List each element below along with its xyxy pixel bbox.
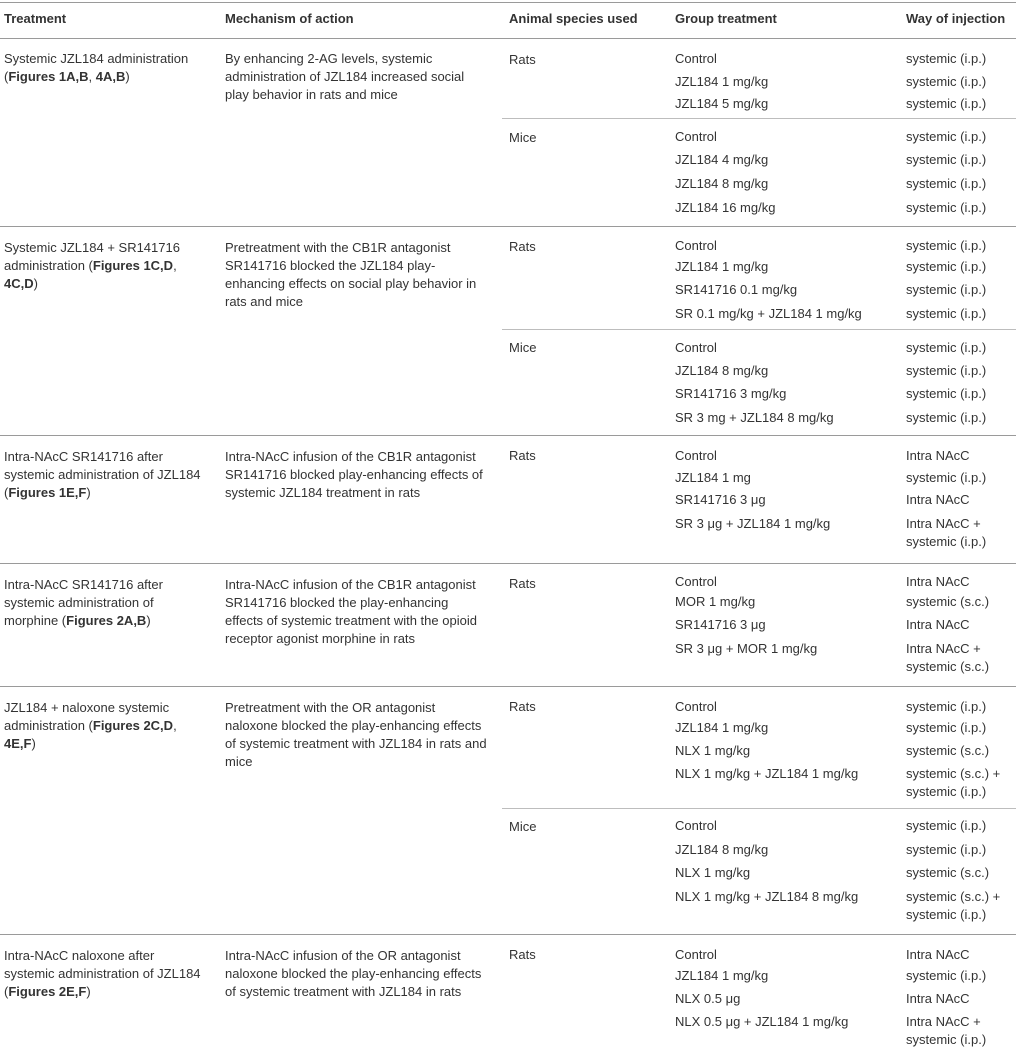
- way-of-injection-cell: Intra NAcC: [906, 947, 970, 962]
- way-of-injection-cell: systemic (s.c.) + systemic (i.p.): [906, 889, 1001, 922]
- group-treatment-cell: NLX 1 mg/kg + JZL184 1 mg/kg: [675, 766, 859, 781]
- treatment-text: Systemic JZL184 administration (: [4, 51, 189, 84]
- group-treatment-cell: Control: [675, 51, 717, 66]
- group-treatment-cell: JZL184 8 mg/kg: [675, 842, 769, 857]
- section-rule: [0, 226, 1016, 227]
- group-treatment-cell: Control: [675, 448, 717, 463]
- way-of-injection-cell: systemic (s.c.): [906, 743, 990, 758]
- group-treatment-cell: NLX 1 mg/kg: [675, 865, 751, 880]
- way-of-injection-cell: Intra NAcC: [906, 991, 970, 1006]
- group-treatment-cell: SR 3 mg + JZL184 8 mg/kg: [675, 410, 834, 425]
- treatment-text: ,: [88, 69, 96, 84]
- group-treatment-cell: SR141716 3 μg: [675, 492, 766, 507]
- group-treatment-cell: SR141716 3 mg/kg: [675, 386, 787, 401]
- group-treatment-cell: JZL184 16 mg/kg: [675, 200, 776, 215]
- group-treatment-cell: Control: [675, 238, 717, 253]
- group-treatment-cell: NLX 1 mg/kg: [675, 743, 751, 758]
- mechanism-cell: Pretreatment with the OR antagonist naloxone blocked the play-enhancing effects of systemic treatment with JZL184 in rats and mice: [225, 700, 487, 769]
- group-treatment-cell: Control: [675, 699, 717, 714]
- species-cell: Rats: [509, 52, 536, 67]
- way-of-injection-cell: systemic (i.p.): [906, 200, 987, 215]
- group-treatment-cell: SR 3 μg + JZL184 1 mg/kg: [675, 516, 831, 531]
- way-of-injection-cell: systemic (i.p.): [906, 176, 987, 191]
- species-cell: Rats: [509, 239, 536, 254]
- group-treatment-cell: Control: [675, 129, 717, 144]
- mechanism-cell: Intra-NAcC infusion of the CB1R antagonist SR141716 blocked play-enhancing effects of systemic JZL184 treatment in rats: [225, 449, 483, 500]
- mechanism-cell: By enhancing 2-AG levels, systemic administration of JZL184 increased social play behavior in rats and mice: [225, 51, 465, 102]
- group-treatment-cell: JZL184 1 mg: [675, 470, 751, 485]
- group-treatment-cell: JZL184 8 mg/kg: [675, 176, 769, 191]
- way-of-injection-cell: Intra NAcC: [906, 574, 970, 589]
- species-cell: Mice: [509, 340, 537, 355]
- treatment-text: Intra-NAcC naloxone after systemic administration of JZL184 (: [4, 948, 201, 999]
- figure-ref: Figures 2E,F: [8, 984, 87, 999]
- way-of-injection-cell: Intra NAcC: [906, 617, 970, 632]
- group-treatment-cell: SR 0.1 mg/kg + JZL184 1 mg/kg: [675, 306, 862, 321]
- figure-ref: Figures 1C,D: [92, 258, 174, 273]
- way-of-injection-cell: systemic (i.p.): [906, 818, 987, 833]
- figure-ref: Figures 1E,F: [8, 485, 87, 500]
- treatment-cell: [4, 448, 204, 502]
- section-rule: [0, 934, 1016, 935]
- treatment-text: JZL184 + naloxone systemic administration (: [4, 700, 170, 733]
- section-rule: [0, 563, 1016, 564]
- treatment-cell: [4, 699, 204, 753]
- group-treatment-cell: SR 3 μg + MOR 1 mg/kg: [675, 641, 818, 656]
- way-of-injection-cell: systemic (i.p.): [906, 96, 987, 111]
- way-of-injection-cell: systemic (i.p.): [906, 363, 987, 378]
- species-cell: Rats: [509, 947, 536, 962]
- way-of-injection-cell: systemic (i.p.): [906, 340, 987, 355]
- treatment-text: ,: [173, 718, 177, 733]
- way-of-injection-cell: systemic (i.p.): [906, 410, 987, 425]
- section-rule: [0, 435, 1016, 436]
- group-treatment-cell: Control: [675, 340, 717, 355]
- figure-ref: Figures 1A,B: [8, 69, 89, 84]
- treatment-cell: [4, 947, 204, 1001]
- treatment-text: ): [146, 613, 151, 628]
- way-of-injection-cell: systemic (s.c.): [906, 865, 990, 880]
- group-treatment-cell: JZL184 1 mg/kg: [675, 968, 769, 983]
- treatment-text: ): [86, 984, 91, 999]
- way-of-injection-cell: systemic (i.p.): [906, 968, 987, 983]
- section-rule: [0, 686, 1016, 687]
- treatment-text: Systemic JZL184 + SR141716 administration (: [4, 240, 180, 273]
- way-of-injection-cell: Intra NAcC + systemic (s.c.): [906, 641, 990, 674]
- group-treatment-cell: Control: [675, 574, 717, 589]
- way-of-injection-cell: systemic (i.p.): [906, 259, 987, 274]
- table-top-rule: [0, 2, 1016, 3]
- figure-ref: 4A,B: [95, 69, 126, 84]
- group-treatment-cell: SR141716 3 μg: [675, 617, 766, 632]
- way-of-injection-cell: systemic (i.p.): [906, 238, 987, 253]
- treatment-cell: [4, 50, 204, 86]
- species-divider: [502, 808, 1016, 809]
- group-treatment-cell: MOR 1 mg/kg: [675, 594, 756, 609]
- header-mechanism: Mechanism of action: [225, 11, 354, 26]
- way-of-injection-cell: Intra NAcC + systemic (i.p.): [906, 516, 987, 549]
- group-treatment-cell: JZL184 5 mg/kg: [675, 96, 769, 111]
- group-treatment-cell: NLX 0.5 μg: [675, 991, 741, 1006]
- species-divider: [502, 118, 1016, 119]
- way-of-injection-cell: systemic (s.c.) + systemic (i.p.): [906, 766, 1001, 799]
- treatment-text: Intra-NAcC SR141716 after systemic administration of JZL184 (: [4, 449, 201, 500]
- way-of-injection-cell: Intra NAcC + systemic (i.p.): [906, 1014, 987, 1047]
- mechanism-cell: Intra-NAcC infusion of the OR antagonist naloxone blocked the play-enhancing effects of systemic treatment with JZL184 in rats: [225, 948, 482, 999]
- way-of-injection-cell: Intra NAcC: [906, 448, 970, 463]
- way-of-injection-cell: systemic (i.p.): [906, 699, 987, 714]
- treatment-text: ): [31, 736, 36, 751]
- species-cell: Mice: [509, 819, 537, 834]
- way-of-injection-cell: systemic (i.p.): [906, 306, 987, 321]
- group-treatment-cell: JZL184 1 mg/kg: [675, 720, 769, 735]
- way-of-injection-cell: systemic (i.p.): [906, 720, 987, 735]
- group-treatment-cell: NLX 0.5 μg + JZL184 1 mg/kg: [675, 1014, 849, 1029]
- treatment-text: ): [86, 485, 91, 500]
- group-treatment-cell: SR141716 0.1 mg/kg: [675, 282, 798, 297]
- way-of-injection-cell: systemic (i.p.): [906, 282, 987, 297]
- group-treatment-cell: NLX 1 mg/kg + JZL184 8 mg/kg: [675, 889, 859, 904]
- treatment-cell: [4, 576, 204, 630]
- species-cell: Rats: [509, 699, 536, 714]
- treatment-text: ): [33, 276, 38, 291]
- way-of-injection-cell: Intra NAcC: [906, 492, 970, 507]
- species-divider: [502, 329, 1016, 330]
- figure-ref: 4C,D: [4, 276, 34, 291]
- species-cell: Rats: [509, 448, 536, 463]
- header-group: Group treatment: [675, 11, 777, 26]
- group-treatment-cell: Control: [675, 947, 717, 962]
- figure-ref: Figures 2C,D: [92, 718, 174, 733]
- group-treatment-cell: JZL184 1 mg/kg: [675, 259, 769, 274]
- species-cell: Rats: [509, 576, 536, 591]
- way-of-injection-cell: systemic (s.c.): [906, 594, 990, 609]
- species-cell: Mice: [509, 130, 537, 145]
- treatment-cell: [4, 239, 204, 293]
- treatment-text: ): [125, 69, 130, 84]
- way-of-injection-cell: systemic (i.p.): [906, 129, 987, 144]
- way-of-injection-cell: systemic (i.p.): [906, 152, 987, 167]
- way-of-injection-cell: systemic (i.p.): [906, 842, 987, 857]
- way-of-injection-cell: systemic (i.p.): [906, 386, 987, 401]
- group-treatment-cell: Control: [675, 818, 717, 833]
- header-species: Animal species used: [509, 11, 638, 26]
- header-rule: [0, 38, 1016, 39]
- way-of-injection-cell: systemic (i.p.): [906, 74, 987, 89]
- mechanism-cell: Intra-NAcC infusion of the CB1R antagonist SR141716 blocked the play-enhancing effects of systemic treatment with the opioid receptor agonist morphine in rats: [225, 577, 477, 646]
- header-treatment: Treatment: [4, 11, 67, 26]
- header-way: Way of injection: [906, 11, 1006, 26]
- treatment-text: ,: [173, 258, 177, 273]
- treatment-text: Intra-NAcC SR141716 after systemic administration of morphine (: [4, 577, 163, 628]
- group-treatment-cell: JZL184 8 mg/kg: [675, 363, 769, 378]
- way-of-injection-cell: systemic (i.p.): [906, 470, 987, 485]
- figure-ref: 4E,F: [4, 736, 32, 751]
- figure-ref: Figures 2A,B: [66, 613, 147, 628]
- mechanism-cell: Pretreatment with the CB1R antagonist SR141716 blocked the JZL184 play-enhancing effects on social play behavior in rats and mice: [225, 240, 477, 309]
- way-of-injection-cell: systemic (i.p.): [906, 51, 987, 66]
- group-treatment-cell: JZL184 4 mg/kg: [675, 152, 769, 167]
- group-treatment-cell: JZL184 1 mg/kg: [675, 74, 769, 89]
